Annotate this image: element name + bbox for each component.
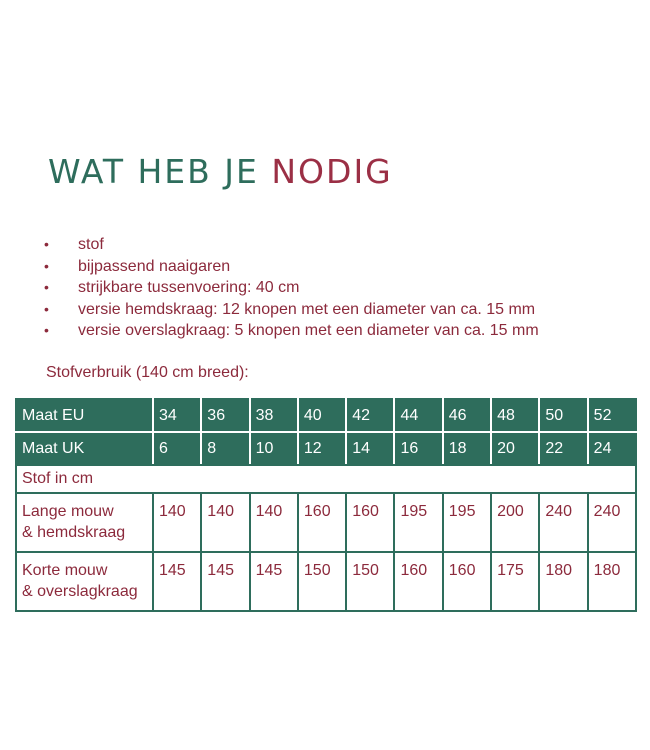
uk-size-cell: 12 [298, 432, 346, 465]
table-cell: 195 [443, 493, 491, 552]
table-row [16, 493, 636, 552]
eu-size-cell: 38 [250, 399, 298, 432]
table-cell: 145 [153, 552, 201, 611]
uk-size-cell: 22 [539, 432, 587, 465]
uk-size-cell: 14 [346, 432, 394, 465]
supplies-list [44, 234, 539, 342]
table-cell: 240 [539, 493, 587, 552]
table-cell: 140 [153, 493, 201, 552]
uk-size-cell: 24 [588, 432, 636, 465]
supply-text: bijpassend naaigaren [78, 257, 231, 275]
table-cell: 140 [250, 493, 298, 552]
bullet-icon: • [44, 300, 49, 317]
table-row [16, 552, 636, 611]
bullet-icon: • [44, 322, 49, 338]
uk-size-cell: 18 [443, 432, 491, 465]
eu-size-cell: 50 [539, 399, 587, 432]
list-item [44, 234, 539, 256]
bullet-icon: • [44, 257, 49, 274]
eu-size-cell: 46 [443, 399, 491, 432]
fabric-usage-heading: Stofverbruik (140 cm breed): [46, 364, 249, 381]
table-cell: 175 [491, 552, 539, 611]
section-row [16, 465, 636, 493]
table-cell: 180 [539, 552, 587, 611]
supply-text: strijkbare tussenvoering: 40 cm [78, 279, 300, 296]
eu-size-cell: 48 [491, 399, 539, 432]
table-cell: 160 [394, 552, 442, 611]
uk-size-cell: 10 [250, 432, 298, 465]
table-cell: 150 [298, 552, 346, 611]
list-item [44, 299, 539, 321]
list-item [44, 277, 539, 299]
uk-size-cell: 8 [201, 432, 249, 465]
table-cell: 200 [491, 493, 539, 552]
uk-size-row [16, 432, 636, 465]
table-cell: 240 [588, 493, 636, 552]
table-cell: 160 [298, 493, 346, 552]
table-cell: 195 [394, 493, 442, 552]
eu-size-cell: 34 [153, 399, 201, 432]
table-cell: 145 [250, 552, 298, 611]
table-cell: 140 [201, 493, 249, 552]
bullet-icon: • [44, 279, 49, 295]
section-label: Stof in cm [16, 465, 636, 493]
row-label-line1: Lange mouw [22, 503, 114, 520]
eu-size-cell: 40 [298, 399, 346, 432]
uk-size-label: Maat UK [16, 432, 153, 465]
supply-text: versie overslagkraag: 5 knopen met een diameter van ca. 15 mm [78, 322, 539, 339]
list-item [44, 320, 539, 342]
row-label [16, 493, 153, 552]
row-label-line2: & overslagkraag [22, 583, 138, 600]
title-part2: NODIG [271, 152, 393, 191]
eu-size-row [16, 399, 636, 432]
table-cell: 150 [346, 552, 394, 611]
page-title [48, 152, 393, 192]
fabric-table [15, 398, 637, 612]
list-item [44, 256, 539, 278]
table-cell: 180 [588, 552, 636, 611]
row-label-line1: Korte mouw [22, 562, 108, 579]
eu-size-cell: 42 [346, 399, 394, 432]
bullet-icon: • [44, 236, 49, 252]
uk-size-cell: 16 [394, 432, 442, 465]
row-label [16, 552, 153, 611]
supply-text: versie hemdskraag: 12 knopen met een diameter van ca. 15 mm [78, 300, 536, 318]
uk-size-cell: 6 [153, 432, 201, 465]
table-cell: 160 [443, 552, 491, 611]
title-part1: WAT HEB JE [48, 152, 259, 191]
eu-size-cell: 44 [394, 399, 442, 432]
eu-size-cell: 36 [201, 399, 249, 432]
uk-size-cell: 20 [491, 432, 539, 465]
supply-text: stof [78, 236, 104, 253]
row-label-line2: & hemdskraag [22, 524, 126, 541]
table-cell: 145 [201, 552, 249, 611]
table-cell: 160 [346, 493, 394, 552]
eu-size-cell: 52 [588, 399, 636, 432]
eu-size-label: Maat EU [16, 399, 153, 432]
